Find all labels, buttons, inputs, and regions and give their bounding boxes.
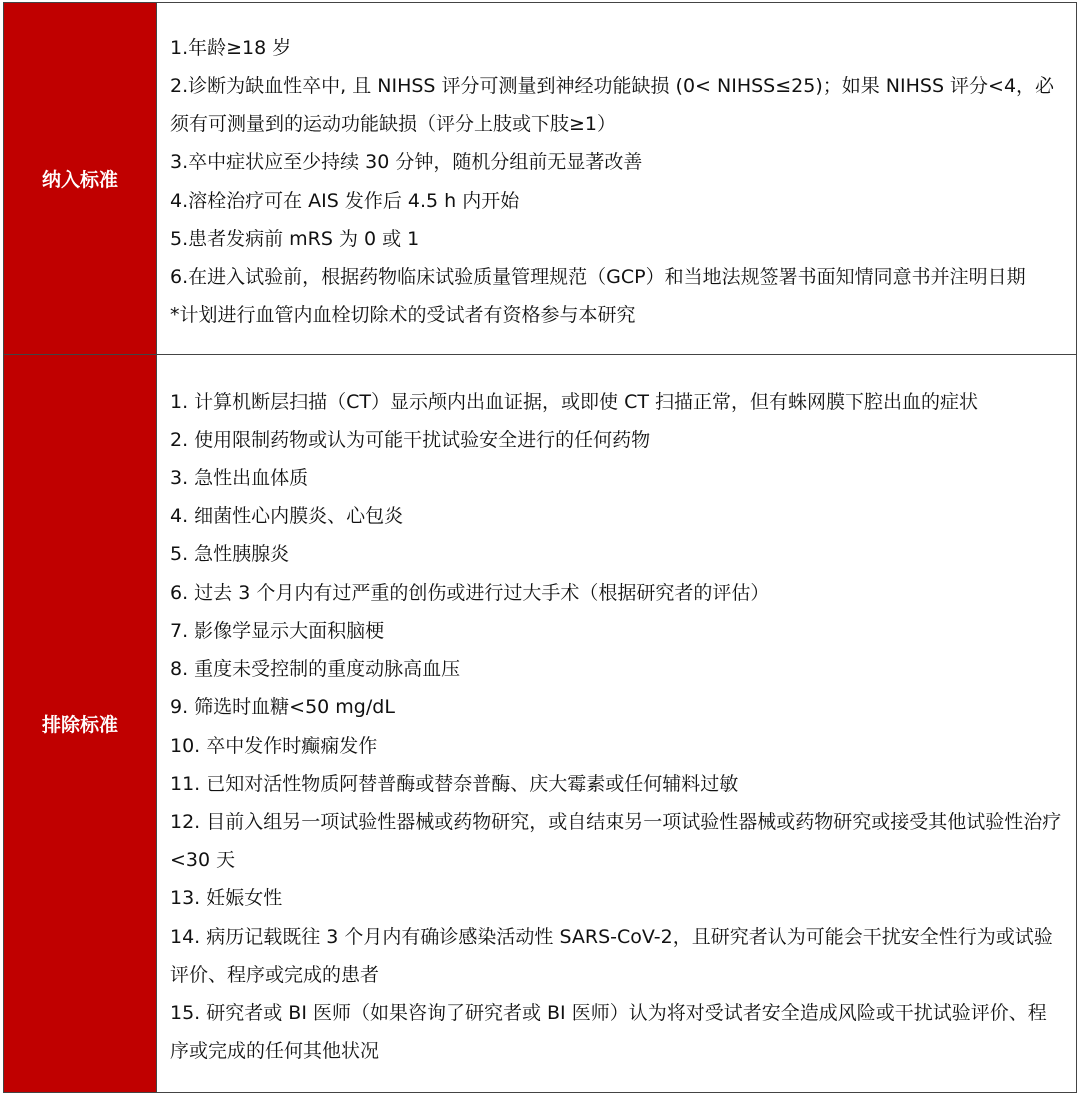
exclusion-criteria-list [157, 355, 1077, 1093]
inclusion-criteria-label: 纳入标准 [4, 3, 157, 355]
exclusion-item-7: 7. 影像学显示大面积脑梗 [170, 619, 385, 642]
exclusion-item-11: 11. 已知对活性物质阿替普酶或替奈普酶、庆大霉素或任何辅料过敏 [170, 772, 739, 795]
exclusion-criteria-row [4, 355, 1077, 1093]
exclusion-item-9: 9. 筛选时血糖<50 mg/dL [170, 696, 395, 719]
inclusion-item-2: 2.诊断为缺血性卒中, 且 NIHSS 评分可测量到神经功能缺损 (0< NIHSS≤25)；如果 NIHSS 评分<4，必须有可测量到的运动功能缺损（评分上肢或下肢≥1） [170, 74, 1055, 136]
exclusion-item-4: 4. 细菌性心内膜炎、心包炎 [170, 505, 404, 528]
exclusion-item-6: 6. 过去 3 个月内有过严重的创伤或进行过大手术（根据研究者的评估） [170, 581, 770, 604]
exclusion-item-15: 15. 研究者或 BI 医师（如果咨询了研究者或 BI 医师）认为将对受试者安全造成风险或干扰试验评价、程序或完成的任何其他状况 [170, 1001, 1047, 1063]
inclusion-item-4: 4.溶栓治疗可在 AIS 发作后 4.5 h 内开始 [170, 189, 520, 212]
exclusion-item-13: 13. 妊娠女性 [170, 887, 283, 910]
inclusion-criteria-row [4, 3, 1077, 355]
inclusion-item-5: 5.患者发病前 mRS 为 0 或 1 [170, 227, 420, 250]
inclusion-note: *计划进行血管内血栓切除术的受试者有资格参与本研究 [170, 304, 636, 327]
inclusion-criteria-list [157, 3, 1077, 355]
exclusion-item-8: 8. 重度未受控制的重度动脉高血压 [170, 658, 461, 681]
exclusion-item-14: 14. 病历记载既往 3 个月内有确诊感染活动性 SARS-CoV-2，且研究者认为可能会干扰安全性行为或试验评价、程序或完成的患者 [170, 925, 1053, 986]
exclusion-item-1: 1. 计算机断层扫描（CT）显示颅内出血证据，或即使 CT 扫描正常，但有蛛网膜下腔出血的症状 [170, 390, 978, 413]
exclusion-item-12: 12. 目前入组另一项试验性器械或药物研究，或自结束另一项试验性器械或药物研究或接受其他试验性治疗<30 天 [170, 810, 1062, 872]
exclusion-criteria-label: 排除标准 [4, 355, 157, 1093]
inclusion-item-3: 3.卒中症状应至少持续 30 分钟，随机分组前无显著改善 [170, 151, 643, 174]
inclusion-item-1: 1.年龄≥18 岁 [170, 36, 292, 59]
exclusion-item-5: 5. 急性胰腺炎 [170, 543, 290, 566]
criteria-table [3, 2, 1077, 1093]
exclusion-item-2: 2. 使用限制药物或认为可能干扰试验安全进行的任何药物 [170, 428, 651, 451]
exclusion-item-3: 3. 急性出血体质 [170, 467, 309, 490]
inclusion-item-6: 6.在进入试验前，根据药物临床试验质量管理规范（GCP）和当地法规签署书面知情同意书并注明日期 [170, 265, 1026, 288]
exclusion-item-10: 10. 卒中发作时癫痫发作 [170, 734, 378, 757]
